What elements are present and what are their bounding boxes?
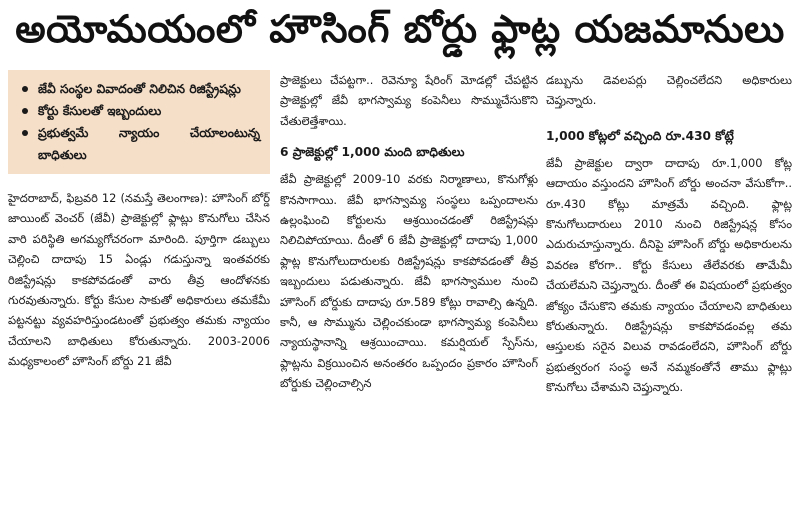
bullet-icon bbox=[22, 130, 28, 136]
article-lead-paragraph: హైదరాబాద్, ఫిబ్రవరి 12 (నమస్తే తెలంగాణ): హౌసింగ్ బోర్డ్ జాయింట్ వెంచర్ (జేవీ) ప్రాజెక్టుల్లో ఫ్లాట్లు కొనుగోలు చేసిన వారి పరిస్థితి అగమ్యగోచరంగా మారింది. పూర్తిగా డబ్బులు చెల్లించి దాదాపు 15 ఏండ్లు గడుస్తున్నా ఇంతవరకు రిజిస్ట్రేషన్లు కాకపోవడంతో వారు తీవ్ర ఆందోళనకు గురవుతున్నారు. కోర్టు కేసుల సాకుతో అధికారులు తమకేమీ పట్టనట్టు వ్యవహరిస్తుండటంతో ప్రభుత్వం తమకు న్యాయం చేయాలని బాధితులు కోరుతున్నారు. 2003-2006 మధ్యకాలంలో హౌసింగ్ బోర్డు 21 జేవీ bbox=[8, 191, 270, 369]
highlights-box bbox=[8, 70, 270, 174]
subheading-revenue: 1,000 కోట్లలో వచ్చింది రూ.430 కోట్లే bbox=[546, 128, 734, 143]
article-paragraph: డబ్బును డెవలపర్లు చెల్లించలేదని అధికారులు చెప్తున్నారు. bbox=[546, 73, 792, 108]
article-paragraph: ప్రాజెక్టులు చేపట్టగా.. రెవెన్యూ షేరింగ్ మోడల్లో చేపట్టిన ప్రాజెక్టుల్లో జేవీ భాగస్వామ్య కంపెనీలు సొమ్ముచేసుకొని చేతులెత్తేశాయి. bbox=[280, 73, 538, 128]
column-2 bbox=[280, 70, 538, 394]
column-3 bbox=[546, 70, 792, 398]
highlight-item bbox=[18, 100, 260, 122]
headline: అయోమయంలో హౌసింగ్ బోర్డు ఫ్లాట్ల యజమానులు bbox=[15, 7, 785, 51]
bullet-icon bbox=[22, 108, 28, 114]
article-paragraph: జేవీ ప్రాజెక్టుల ద్వారా దాదాపు రూ.1,000 కోట్ల ఆదాయం వస్తుందని హౌసింగ్ బోర్డు అంచనా వేసుకోగా.. రూ.430 కోట్లు మాత్రమే వచ్చింది. ఫ్లాట్ల కొనుగోలుదారులు 2010 నుంచి రిజిస్ట్రేషన్ల కోసం ఎదురుచూస్తున్నారు. దీనిపై హౌసింగ్ బోర్డు అధికారులను వివరణ కోరగా.. కోర్టు కేసులు తేలేవరకు తామేమీ చేయలేమని చెప్తున్నారు. దీంతో ఈ విషయంలో ప్రభుత్వం జోక్యం చేసుకొని తమకు న్యాయం చేయాలని బాధితులు కోరుతున్నారు. రిజిస్ట్రేషన్లు కాకపోవడంవల్ల తమ ఆస్తులకు సరైన విలువ రావడంలేదని, హౌసింగ్ బోర్డు ప్రభుత్వరంగ సంస్థ అనే నమ్మకంతోనే తాము ఫ్లాట్లు కొనుగోలు చేశామని చెప్తున్నారు. bbox=[546, 155, 792, 395]
highlight-item bbox=[18, 78, 260, 100]
highlight-item bbox=[18, 122, 260, 166]
highlight-text: కోర్టు కేసులతో ఇబ్బందులు bbox=[38, 104, 162, 118]
subheading-victims: 6 ప్రాజెక్టుల్లో 1,000 మంది బాధితులు bbox=[280, 145, 465, 160]
article-paragraph: జేవీ ప్రాజెక్టుల్లో 2009-10 వరకు నిర్మాణాలు, కొనుగోళ్లు కొనసాగాయి. జేవీ భాగస్వామ్య సంస్థలు ఒప్పందాలను ఉల్లంఘించి కోర్టులను ఆశ్రయించడంతో రిజిస్ట్రేషన్లు నిలిచిపోయాయి. దీంతో 6 జేవీ ప్రాజెక్టుల్లో దాదాపు 1,000 ఫ్లాట్ల కొనుగోలుదారులకు రిజిస్ట్రేషన్లు కాకపోవడంతో తీవ్ర ఇబ్బందులు పడుతున్నారు. జేవీ భాగస్వాముల నుంచి హౌసింగ్ బోర్డుకు దాదాపు రూ.589 కోట్లు రావాల్సి ఉన్నది. కానీ, ఆ సొమ్మును చెల్లించకుండా భాగస్వామ్య కంపెనీలు న్యాయస్థానాన్ని ఆశ్రయించాయి. కమర్షియల్ స్పేస్‌ను, ఫ్లాట్లను విక్రయించిన అనంతరం ఒప్పందం ప్రకారం హౌసింగ్ బోర్డుకు చెల్లించాల్సిన bbox=[280, 172, 538, 391]
highlight-text: జేవీ సంస్థల వివాదంతో నిలిచిన రిజిస్ట్రేషన్లు bbox=[38, 82, 241, 96]
bullet-icon bbox=[22, 86, 28, 92]
column-1 bbox=[8, 70, 270, 372]
highlight-text: ప్రభుత్వమే న్యాయం చేయాలంటున్న బాధితులు bbox=[38, 126, 260, 162]
